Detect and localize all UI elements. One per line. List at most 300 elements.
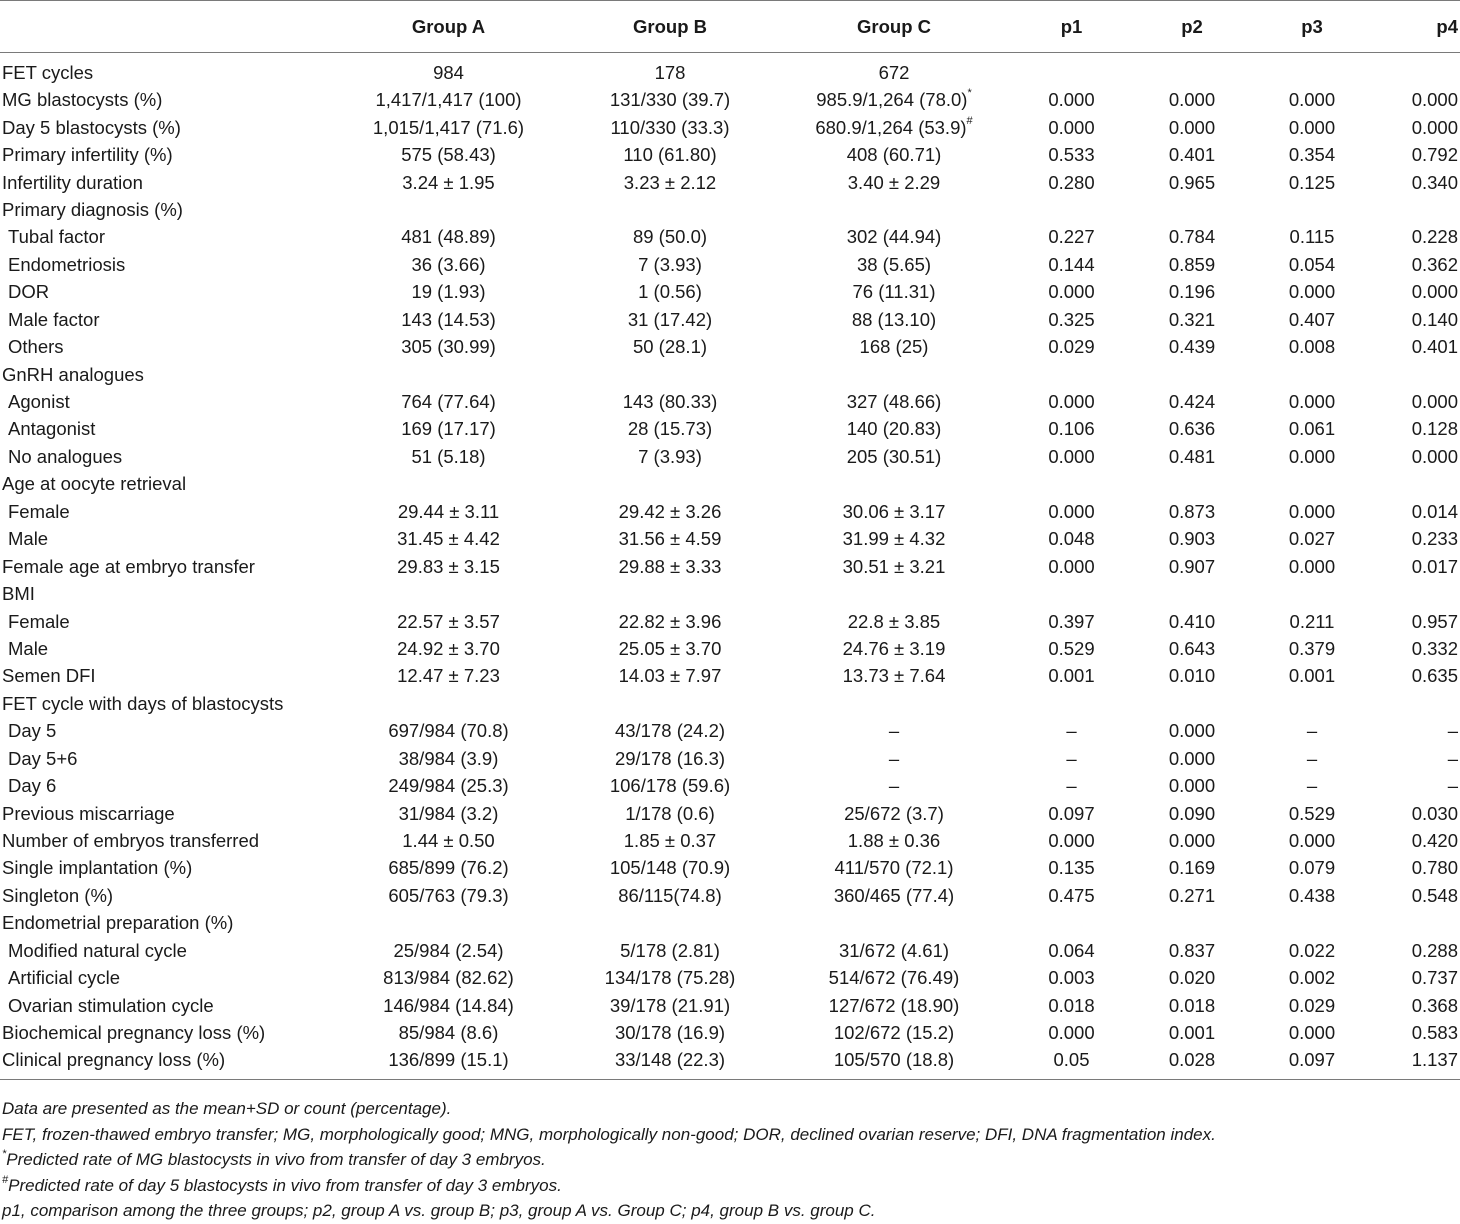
cell-p2: 0.020 xyxy=(1168,967,1216,989)
cell-p2: 0.481 xyxy=(1168,445,1216,467)
row-label: Antagonist xyxy=(8,418,96,440)
row-label: Singleton (%) xyxy=(2,884,114,906)
row-label: Male xyxy=(8,637,49,659)
row-label: FET cycle with days of blastocysts xyxy=(2,692,284,714)
row-label: Endometrial preparation (%) xyxy=(2,912,234,934)
cell-group-b: 131/330 (39.7) xyxy=(609,89,731,111)
cell-group-c: 514/672 (76.49) xyxy=(828,967,960,989)
cell-p3: 0.211 xyxy=(1289,610,1335,632)
cell-p4: 0.128 xyxy=(1411,418,1458,440)
cell-group-a: 1,015/1,417 (71.6) xyxy=(372,116,525,138)
cell-p3: 0.438 xyxy=(1288,884,1336,906)
cell-group-a xyxy=(337,690,560,717)
cell-group-b: 33/148 (22.3) xyxy=(560,1046,780,1080)
cell-group-c: 102/672 (15.2) xyxy=(833,1022,955,1044)
cell-group-a: 305 (30.99) xyxy=(401,336,496,358)
table-row xyxy=(0,690,1460,717)
cell-p4: 0.957 xyxy=(1411,610,1458,632)
cell-group-b: 25.05 ± 3.70 xyxy=(618,637,722,659)
cell-group-c xyxy=(780,86,1008,113)
cell-p3: 0.000 xyxy=(1288,391,1336,413)
cell-p1: 0.397 xyxy=(1048,610,1095,632)
header-row xyxy=(0,1,1460,53)
footnote-day5-prediction-text: Predicted rate of day 5 blastocysts in vivo from transfer of day 3 embryos. xyxy=(8,1175,562,1195)
cell-group-a: 249/984 (25.3) xyxy=(388,775,509,797)
cell-p2: 0.000 xyxy=(1168,89,1216,111)
cell-p4: 0.030 xyxy=(1411,802,1458,824)
cell-p4 xyxy=(1375,690,1460,717)
cell-p3: 0.000 xyxy=(1288,281,1336,303)
cell-group-b: 50 (28.1) xyxy=(632,336,708,358)
table-row xyxy=(0,278,1460,305)
table-row xyxy=(0,882,1460,909)
cell-p2 xyxy=(1135,580,1249,607)
table-row xyxy=(0,1046,1460,1080)
cell-p3: 0.001 xyxy=(1288,665,1336,687)
cell-p1: 0.227 xyxy=(1048,226,1095,248)
table-row xyxy=(0,196,1460,223)
cell-group-a: 31.45 ± 4.42 xyxy=(397,528,500,550)
cell-p4 xyxy=(1375,909,1460,936)
cell-group-b: 43/178 (24.2) xyxy=(614,720,726,742)
header-cell-p3: p3 xyxy=(1249,1,1375,53)
cell-group-a: 24.92 ± 3.70 xyxy=(397,637,500,659)
row-label: Single implantation (%) xyxy=(2,857,193,879)
cell-p1: – xyxy=(1066,775,1077,797)
table-row xyxy=(0,717,1460,744)
cell-p1: 0.000 xyxy=(1048,445,1095,467)
cell-p1: 0.000 xyxy=(1048,555,1095,577)
cell-group-c: 302 (44.94) xyxy=(846,226,942,248)
cell-group-b: 89 (50.0) xyxy=(632,226,708,248)
footnote-mg-prediction-text: Predicted rate of MG blastocysts in vivo from transfer of day 3 embryos. xyxy=(6,1150,546,1170)
cell-value: 680.9/1,264 (53.9) xyxy=(815,116,967,138)
cell-group-c: 22.8 ± 3.85 xyxy=(847,610,941,632)
cell-p2 xyxy=(1135,196,1249,223)
table-row xyxy=(0,415,1460,442)
cell-group-c: – xyxy=(888,720,900,742)
cell-p4 xyxy=(1375,53,1460,87)
cell-p1: 0.018 xyxy=(1048,994,1095,1016)
cell-p3: 0.079 xyxy=(1288,857,1336,879)
cell-group-b: 22.82 ± 3.96 xyxy=(618,610,722,632)
footnote-day5-prediction xyxy=(2,1173,1452,1199)
header-cell-p1: p1 xyxy=(1008,1,1135,53)
row-label: Female age at embryo transfer xyxy=(2,555,255,577)
cell-group-a: 764 (77.64) xyxy=(401,391,496,413)
cell-p4: 0.368 xyxy=(1411,994,1458,1016)
table-row xyxy=(0,580,1460,607)
cell-group-c: 140 (20.83) xyxy=(846,418,942,440)
cell-group-c xyxy=(780,909,1008,936)
cell-p3: 0.061 xyxy=(1288,418,1336,440)
cell-group-b xyxy=(560,580,780,607)
cell-p4: 0.000 xyxy=(1411,116,1458,138)
cell-p2 xyxy=(1135,360,1249,387)
cell-p1: 0.106 xyxy=(1048,418,1095,440)
cell-p3: 0.125 xyxy=(1288,171,1336,193)
table-row xyxy=(0,799,1460,826)
cell-group-c xyxy=(780,470,1008,497)
row-label: Male xyxy=(8,528,49,550)
cell-p3 xyxy=(1249,196,1375,223)
cell-group-a: 51 (5.18) xyxy=(411,445,486,467)
cell-group-c: – xyxy=(888,747,900,769)
cell-p1: 0.064 xyxy=(1048,939,1095,961)
cell-p3: 0.000 xyxy=(1288,116,1336,138)
table-row xyxy=(0,635,1460,662)
cell-p3: 0.354 xyxy=(1288,144,1336,166)
cell-group-b xyxy=(560,470,780,497)
cell-group-c: 105/570 (18.8) xyxy=(780,1046,1008,1080)
cell-group-b xyxy=(560,360,780,387)
row-label: Day 5+6 xyxy=(8,747,78,769)
row-label: MG blastocysts (%) xyxy=(2,89,163,111)
table-row xyxy=(0,745,1460,772)
cell-p4: 0.000 xyxy=(1411,391,1458,413)
cell-p3: 0.000 xyxy=(1288,555,1336,577)
cell-p4: 0.780 xyxy=(1411,857,1458,879)
cell-p2: 0.837 xyxy=(1168,939,1216,961)
cell-group-a: 19 (1.93) xyxy=(411,281,486,303)
cell-group-a: 813/984 (82.62) xyxy=(383,967,514,989)
cell-group-b: 105/148 (70.9) xyxy=(609,857,731,879)
cell-p3: 0.379 xyxy=(1288,637,1336,659)
cell-group-c: 205 (30.51) xyxy=(846,445,942,467)
table-footnotes xyxy=(2,1096,1452,1224)
row-label: Previous miscarriage xyxy=(2,802,175,824)
row-label: Agonist xyxy=(8,391,70,413)
cell-p3 xyxy=(1249,909,1375,936)
cell-group-a: 29.83 ± 3.15 xyxy=(397,555,500,577)
cell-group-a: 31/984 (3.2) xyxy=(398,802,499,824)
footnote-hash-mark: # xyxy=(2,1173,9,1186)
table-row xyxy=(0,854,1460,881)
cell-p4: 0.583 xyxy=(1411,1022,1458,1044)
cell-group-b: 39/178 (21.91) xyxy=(609,994,731,1016)
cell-p4 xyxy=(1375,360,1460,387)
cell-p1: 0.325 xyxy=(1048,308,1095,330)
cell-p2: 0.001 xyxy=(1168,1022,1216,1044)
cell-group-c: – xyxy=(888,775,900,797)
cell-group-a: 85/984 (8.6) xyxy=(398,1022,499,1044)
cell-p2 xyxy=(1135,909,1249,936)
cell-p1 xyxy=(1008,470,1135,497)
cell-p4: 0.288 xyxy=(1411,939,1458,961)
table-row xyxy=(0,223,1460,250)
cell-group-a: 169 (17.17) xyxy=(401,418,496,440)
footnote-mg-prediction xyxy=(2,1147,1452,1173)
cell-p3: 0.027 xyxy=(1288,528,1336,550)
cell-p2: 0.424 xyxy=(1168,391,1216,413)
cell-p3: 0.000 xyxy=(1288,1022,1336,1044)
cell-group-c xyxy=(780,113,1008,140)
cell-p1: 0.000 xyxy=(1048,116,1095,138)
cell-p4: 0.737 xyxy=(1411,967,1458,989)
cell-group-a xyxy=(337,360,560,387)
cell-p4: 0.362 xyxy=(1411,253,1458,275)
cell-p3 xyxy=(1249,690,1375,717)
cell-p1: 0.000 xyxy=(1048,391,1095,413)
cell-group-b xyxy=(560,690,780,717)
header-cell-group-c: Group C xyxy=(780,1,1008,53)
cell-group-a xyxy=(337,580,560,607)
cell-p3: 0.529 xyxy=(1288,802,1336,824)
cell-p1: – xyxy=(1066,720,1077,742)
cell-p4: 1.137 xyxy=(1375,1046,1460,1080)
cell-group-a: 481 (48.89) xyxy=(401,226,496,248)
footnote-mark: * xyxy=(967,87,972,100)
cell-group-a: 22.57 ± 3.57 xyxy=(397,610,500,632)
table-row xyxy=(0,306,1460,333)
cell-p3 xyxy=(1249,360,1375,387)
row-label: Others xyxy=(8,336,64,358)
cell-p2: 0.439 xyxy=(1168,336,1216,358)
cell-group-c: 168 (25) xyxy=(859,336,929,358)
footnote-mark: # xyxy=(966,114,973,127)
row-label: Day 5 xyxy=(8,720,57,742)
table-row xyxy=(0,168,1460,195)
cell-group-c: 327 (48.66) xyxy=(846,391,942,413)
cell-group-a: 25/984 (2.54) xyxy=(393,939,504,961)
table-body xyxy=(0,53,1460,1080)
table-row xyxy=(0,388,1460,415)
row-label: Female xyxy=(8,500,70,522)
cell-group-a: 605/763 (79.3) xyxy=(388,884,509,906)
cell-p1: 0.533 xyxy=(1048,144,1095,166)
cell-p1 xyxy=(1008,909,1135,936)
cell-group-c: 13.73 ± 7.64 xyxy=(842,665,946,687)
row-label: FET cycles xyxy=(2,62,94,83)
row-label: Semen DFI xyxy=(2,665,96,687)
table-row xyxy=(0,86,1460,113)
cell-group-a: 697/984 (70.8) xyxy=(388,720,509,742)
cell-group-b xyxy=(560,196,780,223)
footnote-p-values: p1, comparison among the three groups; p2, group A vs. group B; p3, group A vs. Group C; p4, group B vs. group C. xyxy=(2,1201,876,1221)
cell-group-c: 38 (5.65) xyxy=(856,253,932,275)
cell-group-b xyxy=(560,909,780,936)
cell-p2: 0.000 xyxy=(1168,775,1216,797)
row-label: Endometriosis xyxy=(8,253,126,275)
cell-p1 xyxy=(1008,53,1135,87)
cell-group-c: 3.40 ± 2.29 xyxy=(847,171,941,193)
cell-group-a: 1,417/1,417 (100) xyxy=(375,89,522,111)
table-row xyxy=(0,964,1460,991)
cell-p3: 0.000 xyxy=(1288,445,1336,467)
cell-p1: 0.000 xyxy=(1048,500,1095,522)
cell-group-b: 106/178 (59.6) xyxy=(609,775,731,797)
cell-p1 xyxy=(1008,580,1135,607)
table-row xyxy=(0,113,1460,140)
table-row xyxy=(0,772,1460,799)
cell-group-b: 29.42 ± 3.26 xyxy=(618,500,722,522)
cell-p4: 0.000 xyxy=(1411,89,1458,111)
row-label: No analogues xyxy=(8,445,123,467)
cell-group-b: 14.03 ± 7.97 xyxy=(618,665,722,687)
row-label: Age at oocyte retrieval xyxy=(2,473,187,495)
table-row xyxy=(0,1019,1460,1046)
cell-group-c: 1.88 ± 0.36 xyxy=(847,830,941,852)
cell-group-a xyxy=(337,909,560,936)
row-label: Ovarian stimulation cycle xyxy=(8,994,214,1016)
cell-group-c: 360/465 (77.4) xyxy=(833,884,955,906)
cell-group-c: 31.99 ± 4.32 xyxy=(842,528,946,550)
header-cell-p2: p2 xyxy=(1135,1,1249,53)
cell-group-c xyxy=(780,196,1008,223)
cell-p3: 0.002 xyxy=(1288,967,1336,989)
row-label: DOR xyxy=(8,281,50,303)
cell-p2: 0.000 xyxy=(1168,747,1216,769)
cell-value: 985.9/1,264 (78.0) xyxy=(816,89,968,111)
cell-p2: 0.196 xyxy=(1168,281,1216,303)
header-cell-group-b: Group B xyxy=(560,1,780,53)
cell-group-a: 143 (14.53) xyxy=(401,308,496,330)
cell-group-c: 88 (13.10) xyxy=(851,308,937,330)
cell-p1: 0.000 xyxy=(1048,830,1095,852)
cell-p2: 0.643 xyxy=(1168,637,1216,659)
cell-p4: 0.000 xyxy=(1411,281,1458,303)
cell-p3: 0.097 xyxy=(1249,1046,1375,1080)
cell-p2: 0.000 xyxy=(1168,720,1216,742)
cell-p1: 0.048 xyxy=(1048,528,1095,550)
cell-p3: 0.022 xyxy=(1288,939,1336,961)
cell-p4: – xyxy=(1447,720,1458,742)
cell-group-c: 25/672 (3.7) xyxy=(844,802,944,824)
cell-p1 xyxy=(1008,360,1135,387)
cell-p3: 0.115 xyxy=(1289,226,1335,248)
cell-group-b: 30/178 (16.9) xyxy=(614,1022,726,1044)
cell-group-c: 408 (60.71) xyxy=(846,144,942,166)
cell-group-c: 76 (11.31) xyxy=(852,281,936,303)
table-row xyxy=(0,141,1460,168)
cell-p2: 0.010 xyxy=(1168,665,1216,687)
cell-p4: 0.140 xyxy=(1411,308,1458,330)
cell-group-b: 29.88 ± 3.33 xyxy=(618,555,722,577)
row-label: Infertility duration xyxy=(2,171,143,193)
cell-p4 xyxy=(1375,196,1460,223)
cell-group-a: 136/899 (15.1) xyxy=(337,1046,560,1080)
cell-p4: 0.340 xyxy=(1411,171,1458,193)
cell-p4: 0.233 xyxy=(1411,528,1458,550)
cell-group-b: 134/178 (75.28) xyxy=(604,967,736,989)
cell-p2: 0.090 xyxy=(1168,802,1216,824)
row-label: GnRH analogues xyxy=(2,363,144,385)
cell-group-b: 178 xyxy=(654,62,686,83)
cell-group-a: 575 (58.43) xyxy=(401,144,496,166)
cell-group-a xyxy=(337,470,560,497)
table-row xyxy=(0,360,1460,387)
cell-group-b: 31 (17.42) xyxy=(627,308,713,330)
cell-p1 xyxy=(1008,690,1135,717)
cell-p1: 0.475 xyxy=(1048,884,1095,906)
cell-group-a: 685/899 (76.2) xyxy=(388,857,509,879)
cell-group-a xyxy=(337,196,560,223)
cell-group-c: 30.51 ± 3.21 xyxy=(842,555,946,577)
cell-p1: 0.144 xyxy=(1048,253,1095,275)
cell-p1: 0.003 xyxy=(1048,967,1095,989)
row-label: Female xyxy=(8,610,70,632)
table-row xyxy=(0,909,1460,936)
cell-p3: 0.008 xyxy=(1288,336,1336,358)
cell-group-b: 110 (61.80) xyxy=(623,144,717,166)
cell-p3: 0.000 xyxy=(1288,500,1336,522)
cell-group-c xyxy=(780,690,1008,717)
cell-p2 xyxy=(1135,470,1249,497)
row-label: Artificial cycle xyxy=(8,967,121,989)
cell-group-a: 1.44 ± 0.50 xyxy=(402,830,495,852)
cell-p2 xyxy=(1135,690,1249,717)
cell-p1: 0.000 xyxy=(1048,1022,1095,1044)
cell-p2: 0.271 xyxy=(1168,884,1216,906)
table-row xyxy=(0,662,1460,689)
row-label: Primary diagnosis (%) xyxy=(2,198,183,220)
cell-group-a: 38/984 (3.9) xyxy=(398,747,499,769)
cell-p4 xyxy=(1375,470,1460,497)
cell-p2: 0.000 xyxy=(1168,830,1216,852)
footnote-asterisk-mark: * xyxy=(2,1148,7,1161)
cell-p1: 0.05 xyxy=(1008,1046,1135,1080)
cell-group-c: 127/672 (18.90) xyxy=(828,994,960,1016)
cell-group-b: 3.23 ± 2.12 xyxy=(623,171,717,193)
cell-p4: 0.014 xyxy=(1411,500,1458,522)
cell-group-a: 3.24 ± 1.95 xyxy=(402,171,495,193)
cell-group-a: 12.47 ± 7.23 xyxy=(397,665,500,687)
row-label: Primary infertility (%) xyxy=(2,144,173,166)
cell-p1: 0.029 xyxy=(1048,336,1095,358)
cell-p3: 0.000 xyxy=(1288,89,1336,111)
cell-p2: 0.410 xyxy=(1168,610,1216,632)
cell-p2: 0.965 xyxy=(1168,171,1216,193)
cell-p1 xyxy=(1008,196,1135,223)
cell-p3 xyxy=(1249,580,1375,607)
cell-p2: 0.000 xyxy=(1168,116,1216,138)
cell-p2: 0.169 xyxy=(1168,857,1216,879)
cell-p4: 0.635 xyxy=(1411,665,1458,687)
cell-group-b: 1 (0.56) xyxy=(638,281,702,303)
cell-p1: 0.000 xyxy=(1048,89,1095,111)
cell-p1: 0.135 xyxy=(1048,857,1095,879)
table-row xyxy=(0,333,1460,360)
cell-group-b: 143 (80.33) xyxy=(622,391,718,413)
cell-p2: 0.859 xyxy=(1168,253,1216,275)
cell-p2: 0.903 xyxy=(1168,528,1216,550)
table-row xyxy=(0,607,1460,634)
cell-group-c: 24.76 ± 3.19 xyxy=(842,637,946,659)
cell-p2: 0.873 xyxy=(1168,500,1216,522)
cell-p1: 0.000 xyxy=(1048,281,1095,303)
table-row xyxy=(0,827,1460,854)
cell-p3 xyxy=(1249,470,1375,497)
cell-group-c xyxy=(780,360,1008,387)
cell-group-c: 30.06 ± 3.17 xyxy=(842,500,946,522)
cell-group-a: 984 xyxy=(433,62,464,83)
cell-p3: – xyxy=(1306,747,1318,769)
cell-p3: 0.000 xyxy=(1288,830,1336,852)
cell-group-c: 411/570 (72.1) xyxy=(834,857,954,879)
row-label: BMI xyxy=(2,583,35,605)
cell-p4: – xyxy=(1447,747,1458,769)
cell-p4: 0.017 xyxy=(1411,555,1458,577)
header-cell-label xyxy=(0,1,337,53)
table-row xyxy=(0,525,1460,552)
cell-p4: 0.420 xyxy=(1411,830,1458,852)
cell-p3: – xyxy=(1306,775,1318,797)
cell-group-b: 29/178 (16.3) xyxy=(614,747,726,769)
cell-group-a: 146/984 (14.84) xyxy=(383,994,514,1016)
cell-p2: 0.401 xyxy=(1168,144,1216,166)
row-label: Modified natural cycle xyxy=(8,939,187,961)
table-row xyxy=(0,251,1460,278)
